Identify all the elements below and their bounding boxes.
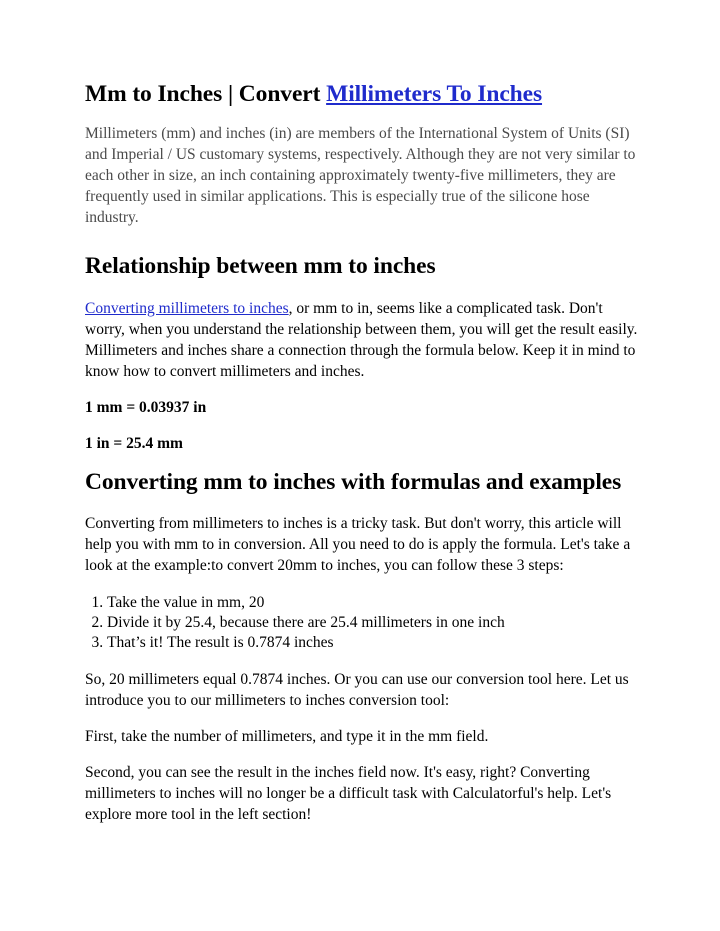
section-heading-converting: Converting mm to inches with formulas and examples xyxy=(85,468,622,495)
page-title xyxy=(85,80,645,109)
result-paragraph: So, 20 millimeters equal 0.7874 inches. Or you can use our conversion tool here. Let us introduce you to our millimeters to inches conversion tool: xyxy=(85,671,629,710)
formula-mm-to-in: 1 mm = 0.03937 in xyxy=(85,398,207,416)
list-item: 3. That’s it! The result is 0.7874 inches xyxy=(107,633,645,653)
steps-list xyxy=(85,593,645,653)
section-heading-relationship: Relationship between mm to inches xyxy=(85,253,436,280)
list-item: 2. Divide it by 25.4, because there are 25.4 millimeters in one inch xyxy=(107,613,645,633)
relationship-text: , or mm to in, seems like a complicated task. Don't worry, when you understand the relationship between them, you will get the result easily. Millimeters and inches share a connection through the formula below. Keep it in mind to know how to convert millimeters and inches. xyxy=(85,299,638,380)
page-title-prefix: Mm to Inches | Convert xyxy=(85,81,327,107)
converting-paragraph: Converting from millimeters to inches is a tricky task. But don't worry, this article will help you with mm to in conversion. All you need to do is apply the formula. Let's take a look at the example:to convert 20mm to inches, you can follow these 3 steps: xyxy=(85,515,631,575)
converting-link[interactable]: Converting millimeters to inches xyxy=(85,299,289,317)
document-page xyxy=(85,80,645,825)
second-step-paragraph: Second, you can see the result in the inches field now. It's easy, right? Converting millimeters to inches will no longer be a difficult task with Calculatorful's help. Let's explore more tool in the left section! xyxy=(85,764,612,824)
formula-in-to-mm: 1 in = 25.4 mm xyxy=(85,434,183,452)
intro-paragraph: Millimeters (mm) and inches (in) are members of the International System of Units (SI) and Imperial / US customary systems, respectively. Although they are not very similar to each other in size, an inch containing approximately twenty-five millimeters, they are frequently used in similar applications. This is especially true of the silicone hose industry. xyxy=(85,125,636,227)
first-step-paragraph: First, take the number of millimeters, and type it in the mm field. xyxy=(85,728,489,746)
list-item: 1. Take the value in mm, 20 xyxy=(107,593,645,613)
relationship-paragraph xyxy=(85,298,645,382)
page-title-link[interactable]: Millimeters To Inches xyxy=(326,81,543,107)
